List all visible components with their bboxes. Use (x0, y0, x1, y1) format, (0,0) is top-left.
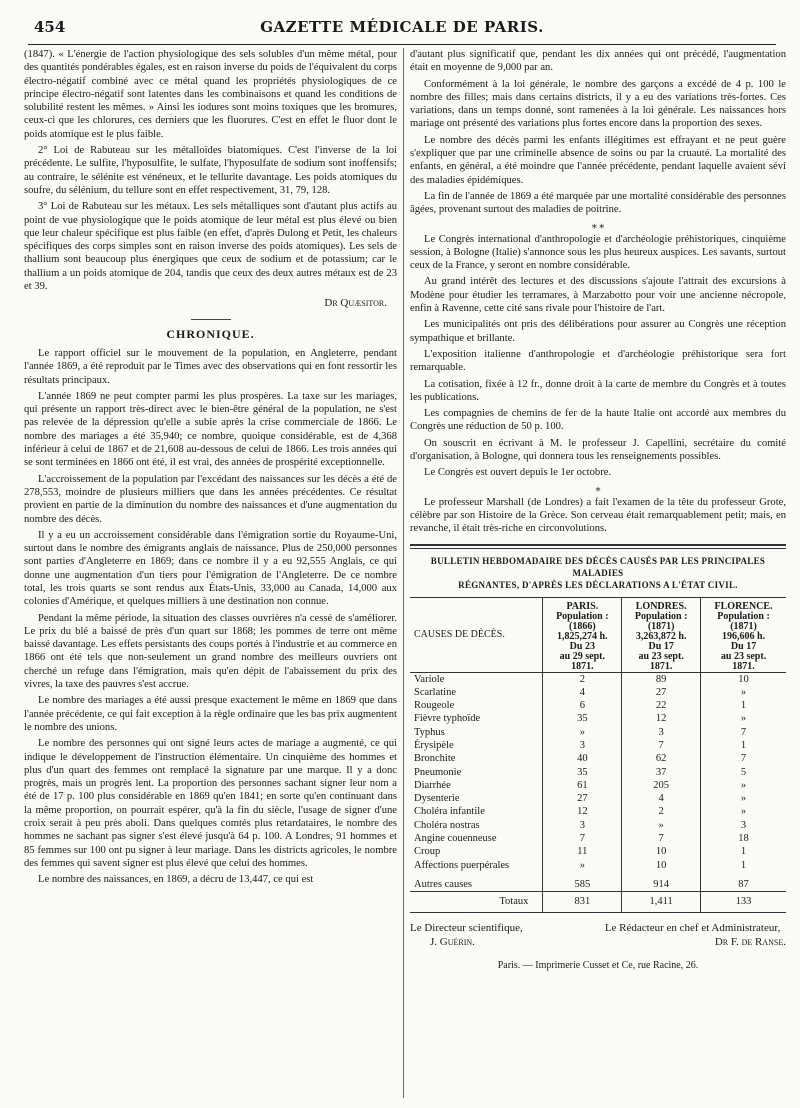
table-row (410, 672, 786, 686)
totals-label: Totaux (410, 892, 543, 912)
paris-cell: » (543, 859, 622, 872)
table-row (410, 712, 786, 725)
paris-cell: 2 (543, 672, 622, 686)
city-info: Population : (634, 610, 688, 622)
author-signature: Dr Quæsitor. (324, 297, 387, 310)
florence-cell: 7 (701, 726, 786, 739)
paragraph: Le nombre des décès parmi les enfants illégitimes est effrayant et ne peut guère s'expliquer que par une criminelle absence de soins ou par la cruauté. La mortalité des enfants, en général, a été moindre que l'année précédente, pendant laquelle avaient sévi des maladies épidémiques. (410, 134, 786, 186)
paragraph: Le nombre des mariages a été aussi presque exactement le même en 1869 que dans l'année précédente, ce qui fait exception à la règle ordinaire que les bas prix augmentent le nombre des unions. (24, 695, 397, 733)
cause-cell: Variole (414, 673, 445, 685)
city-info: (1871) (647, 620, 675, 632)
florence-cell: » (701, 779, 786, 792)
paragraph: Le rapport officiel sur le mouvement de la population, en Angleterre, pendant l'année 1869, a été reproduit par le Times avec des observations qui en font ressortir les résultats principaux. (24, 347, 397, 386)
bulletin-rule-thin (410, 548, 786, 549)
cause-cell: Fièvre typhoïde (414, 713, 481, 725)
florence-cell: 1 (701, 859, 786, 872)
paragraph: Les compagnies de chemins de fer de la haute Italie ont accordé aux membres du Congrès une réduction de 50 p. 100. (410, 408, 786, 433)
cause-cell: Autres causes (414, 878, 473, 890)
city-name: LONDRES. (635, 600, 687, 612)
city-info: Population : (556, 610, 609, 622)
londres-cell: 10 (622, 859, 701, 872)
table-row (410, 805, 786, 818)
florence-cell: 5 (701, 766, 786, 779)
paragraph: Au grand intérêt des lectures et des discussions s'ajoute l'attrait des excursions à Modène pour étudier les terramares, à Marzabotto pour voir une ancienne nécropole, enfin à Ravenne, cette cité sans rivale pour l'histoire de l'art. (410, 276, 786, 315)
cause-cell: Choléra infantile (414, 806, 485, 818)
paris-cell: 12 (543, 805, 622, 818)
paris-cell: 61 (543, 779, 622, 792)
section-title: CHRONIQUE. (166, 326, 255, 341)
paris-cell: 3 (543, 739, 622, 752)
table-row (410, 792, 786, 805)
florence-cell: » (701, 686, 786, 699)
table-row (410, 819, 786, 832)
city-info: (1866) (568, 620, 596, 632)
table-body (410, 672, 786, 892)
cause-cell: Rougeole (414, 700, 455, 712)
credit-name: J. Guérin. (430, 935, 475, 948)
table-row (410, 726, 786, 739)
paragraph: 2° Loi de Rabuteau sur les métalloïdes biatomiques. C'est l'inverse de la loi précédente. Le sulfite, l'hyposulfite, le sulfate, l'hyposulfate de sodium sont inoffensifs; au contraire, le sélénite est vénéneux, et le tellurite davantage. Les poids atomiques du soufre, du sélénium, du tellure sont en effet respectivement, 31, 79, 128. (24, 145, 397, 196)
florence-cell: 1 (701, 845, 786, 858)
florence-cell: 10 (701, 672, 786, 686)
city-info: 1871. (732, 660, 755, 672)
bulletin-title-line: BULLETIN HEBDOMADAIRE DES DÉCÈS CAUSÉS PAR LES PRINCIPALES MALADIES (430, 555, 766, 578)
bulletin-title-line: RÉGNANTES, D'APRÈS LES DÉCLARATIONS A L'ÉTAT CIVIL. (458, 579, 738, 590)
city-info: 1871. (649, 660, 673, 672)
running-title: GAZETTE MÉDICALE DE PARIS. (260, 18, 544, 36)
page-number: 454 (34, 18, 66, 36)
londres-cell: 10 (622, 845, 701, 858)
londres-cell: 7 (622, 739, 701, 752)
total-florence: 133 (701, 892, 786, 912)
londres-cell: 27 (622, 686, 701, 699)
credits (410, 921, 786, 949)
paragraph: Le nombre des personnes qui ont signé leurs actes de mariage a augmenté, ce qui indique le développement de l'instruction élémentaire. Un cinquième des hommes et plus d'un quart des femmes ont remplacé la signature par une marque. Il y a donc progrès, mais un progrès lent. La proportion des personnes sachant signer leur nom a été de 17 p. 100 plus considérable en 1869 qu'en 1841; en sorte qu'en continuant dans la même proportion, on pourrait espérer, qu'à la fin du siècle, l'usage de signer d'une croix serait à peu près aboli. Dans quelques comtés plus retardataires, le nombre des hommes ne sachant pas signer s'est élevé jusqu'à 64 p. 100. A Londres, 91 hommes et 85 femmes sur 100 ont pu signer à leur mariage. Dans les districts agricoles, le nombre des femmes qui savent signer est plus élevé que celui des hommes. (24, 738, 397, 869)
paragraph: 3° Loi de Rabuteau sur les métaux. Les sels métalliques sont d'autant plus actifs au point de vue physiologique que le poids atomique de leur métal est plus élevé ou bien que leur chaleur spécifique est plus faible (en effet, d'après Dulong et Petit, les chaleurs spécifiques des corps simples sont en raison inverse des poids atomiques). Les sels de thallium sont beaucoup plus énergiques que ceux de sodium et de potassium; car le thallium a un poids atomique de 204, tandis que ceux des deux autres métaux est de 23 et 39. (24, 201, 397, 293)
paris-cell: 6 (543, 699, 622, 712)
city-info: 1871. (571, 660, 594, 672)
londres-cell: 22 (622, 699, 701, 712)
londres-cell: 2 (622, 805, 701, 818)
paragraph: Le Congrès est ouvert depuis le 1er octobre. (424, 467, 612, 479)
table-row (410, 845, 786, 858)
florence-cell: » (701, 792, 786, 805)
paris-cell: 27 (543, 792, 622, 805)
cause-cell: Diarrhée (414, 779, 451, 791)
city-info: au 23 sept. (720, 650, 767, 662)
paris-cell: » (543, 726, 622, 739)
londres-cell: 914 (622, 872, 701, 892)
londres-cell: 37 (622, 766, 701, 779)
paragraph: Les municipalités ont pris des délibérations pour assurer au Congrès une réception sympathique et brillante. (410, 319, 786, 344)
city-info: 196,606 h. (722, 630, 766, 642)
florence-cell: 1 (701, 699, 786, 712)
table-row (410, 859, 786, 872)
credit-editor (605, 921, 786, 949)
city-info: (1871) (730, 620, 757, 632)
section-separator-stars: ⁎ ⁎ (591, 219, 605, 231)
cause-cell: Angine couenneuse (414, 833, 497, 845)
paragraph: d'autant plus significatif que, pendant les dix années qui ont précédé, l'augmentation était en moyenne de 9,000 par an. (410, 49, 786, 74)
city-info: Du 23 (569, 640, 595, 652)
paragraph: Le Congrès international d'anthropologie et d'archéologie préhistoriques, cinquième session, à Bologne (Italie) s'annonce sous les plus heureux auspices. Les savants, surtout ceux de la France, y seront en nombre considérable. (410, 233, 786, 272)
florence-cell: » (701, 712, 786, 725)
left-column (24, 48, 397, 890)
paragraph: Le professeur Marshall (de Londres) a fait l'examen de la tête du professeur Grote, célèbre par son Histoire de la Grèce. Son cerveau était remarquablement petit; mais, en revanche, il était très-riche en circonvolutions. (410, 496, 786, 535)
londres-cell: 62 (622, 752, 701, 765)
londres-cell: 205 (622, 779, 701, 792)
paragraph: L'exposition italienne d'anthropologie et d'archéologie préhistorique sera fort remarquable. (410, 348, 786, 374)
paragraph: La cotisation, fixée à 12 fr., donne droit à la carte de membre du Congrès et à toutes les publications. (410, 378, 786, 403)
cause-cell: Typhus (414, 726, 445, 738)
credit-director (410, 921, 523, 949)
paragraph: L'accroissement de la population par l'excédant des naissances sur les décès a été de 278,553, moindre de plusieurs milliers que dans les années précédentes. Ce résultat provient en partie de la diminution du nombre des naissances et d'une augmentation du nombre des décès. (24, 473, 397, 525)
cause-cell: Scarlatine (414, 686, 456, 698)
section-divider (191, 319, 231, 320)
londres-cell: 89 (622, 672, 701, 686)
paragraph: (1847). « L'énergie de l'action physiologique des sels solubles d'un même métal, pour des quantités pondérables égales, est en raison inverse du poids de l'équivalent du corps électro-négatif combiné avec ce métal quand les propriétés physiologiques de ce principe électro-négatif sont latentes dans les combinaisons et quand les conditions de solubilité restent les mêmes. » Ainsi les iodures sont moins toxiques que les bromures, ceux-ci que les chlorures, ces derniers que les fluorures. C'est en effet le fluor dont le poids atomique est le plus faible. (24, 49, 397, 140)
paragraph: On souscrit en écrivant à M. le professeur J. Capellini, secrétaire du comité d'organisation, à Bologne, qui donnera tous les renseignements possibles. (410, 437, 786, 463)
cause-cell: Choléra nostras (414, 819, 480, 831)
florence-cell: 87 (701, 872, 786, 892)
city-info: 3,263,872 h. (635, 630, 687, 642)
paris-cell: 35 (543, 712, 622, 725)
total-londres: 1,411 (622, 892, 701, 912)
city-header-londres (622, 597, 701, 672)
cause-cell: Affections puerpérales (414, 859, 510, 871)
londres-cell: 7 (622, 832, 701, 845)
paragraph: Pendant la même période, la situation des classes ouvrières n'a cessé de s'améliorer. Le prix du blé a baissé de près d'un quart sur 1868; les pommes de terre ont même baissé davantage. Les effets persistants des coups portés à l'industrie et au commerce en 1866 ont été tels que non-seulement un grand nombre des meilleurs ouvriers ont cherché un refuge dans l'émigration, mais qu'en dépit de l'abaissement du prix des vivres, la taxe des pauvres s'est accrue. (24, 612, 397, 691)
paragraph: Il y a eu un accroissement considérable dans l'émigration sortie du Royaume-Uni, surtout dans le nombre des émigrants anglais de naissance. Plus de 250,000 personnes sont parties d'Angleterre en 1869; dans ce nombre il y a eu 92,555 Anglais, ce qui donne une augmentation d'un tiers pour l'émigration de l'Angleterre. De ce nombre total, les trois quarts se sont rendus aux États-Unis, 33,000 au Canada, 14,000 aux colonies d'Amérique, et quelques milliers à une destination non connue. (24, 529, 397, 608)
table-row (410, 872, 786, 892)
table-row (410, 752, 786, 765)
paris-cell: 35 (543, 766, 622, 779)
paris-cell: 11 (543, 845, 622, 858)
totals-row (410, 892, 786, 912)
city-info: au 29 sept. (559, 650, 605, 662)
cause-cell: Dysenterie (414, 793, 460, 805)
londres-cell: » (622, 819, 701, 832)
credit-name: Dr F. de Ranse. (714, 935, 786, 948)
paragraph: Conformément à la loi générale, le nombre des garçons a excédé de 4 p. 100 le nombre des filles; mais dans certains districts, il y a eu des variations très-fortes. Ces variations, dans un temps donné, sont ramenées à la loi générale. Les naissances hors mariage ont présenté des variations plus fortes encore dans la proportion des sexes. (410, 78, 786, 130)
credit-role: Le Directeur scientifique, (410, 921, 523, 934)
paris-cell: 4 (543, 686, 622, 699)
page-header (28, 14, 776, 45)
cause-cell: Croup (414, 846, 441, 858)
florence-cell: 3 (701, 819, 786, 832)
total-paris: 831 (543, 892, 622, 912)
city-header-paris (543, 597, 622, 672)
londres-cell: 4 (622, 792, 701, 805)
bulletin-title (410, 555, 786, 591)
paris-cell: 3 (543, 819, 622, 832)
bulletin-rule-top (410, 544, 786, 546)
city-header-florence (701, 597, 786, 672)
city-info: Population : (717, 610, 770, 622)
londres-cell: 12 (622, 712, 701, 725)
city-info: Du 17 (648, 640, 674, 652)
column-divider (403, 48, 404, 1098)
cause-cell: Bronchite (414, 753, 456, 765)
causes-header: CAUSES DE DÉCÈS. (410, 597, 543, 672)
paragraph: L'année 1869 ne peut compter parmi les plus prospères. La taxe sur les mariages, qui présente un rapport très-direct avec le bien-être général de la population, ne s'est pas relevée de la dépression qu'elle a subie après la crise commerciale de 1866. Le nombre des mariages a été 35,940; ce nombre, quoique considérable, est de 4,368 inférieur à celui de 1867 et de 21,608 au-dessous de celui de 1866. Les trois années qui se sont terminées en 1866 ont été, il est vrai, des années de prospérité exceptionnelle. (24, 390, 397, 469)
londres-cell: 3 (622, 726, 701, 739)
florence-cell: 18 (701, 832, 786, 845)
florence-cell: » (701, 805, 786, 818)
paragraph: Le nombre des naissances, en 1869, a décru de 13,447, ce qui est (38, 874, 314, 886)
cause-cell: Érysipèle (414, 739, 454, 751)
mortality-table (410, 597, 786, 913)
cause-cell: Pneumonie (414, 766, 462, 778)
table-header-row (410, 597, 786, 672)
paris-cell: 585 (543, 872, 622, 892)
paris-cell: 40 (543, 752, 622, 765)
paris-cell: 7 (543, 832, 622, 845)
table-row (410, 832, 786, 845)
section-separator-star: ⁎ (595, 482, 601, 494)
city-info: Du 17 (730, 640, 757, 652)
paragraph: La fin de l'année de 1869 a été marquée par une mortalité considérable des personnes âgées, provenant surtout des maladies de poitrine. (410, 190, 786, 216)
city-info: 1,825,274 h. (557, 630, 608, 642)
table-row (410, 686, 786, 699)
table-row (410, 779, 786, 792)
city-name: PARIS. (566, 600, 599, 612)
credit-role: Le Rédacteur en chef et Administrateur, (604, 921, 781, 934)
florence-cell: 1 (701, 739, 786, 752)
city-name: FLORENCE. (714, 600, 773, 612)
table-row (410, 699, 786, 712)
table-row (410, 766, 786, 779)
city-info: au 23 sept. (638, 650, 684, 662)
right-column (410, 48, 786, 972)
florence-cell: 7 (701, 752, 786, 765)
imprint: Paris. — Imprimerie Cusset et Ce, rue Racine, 26. (497, 959, 699, 971)
table-row (410, 739, 786, 752)
